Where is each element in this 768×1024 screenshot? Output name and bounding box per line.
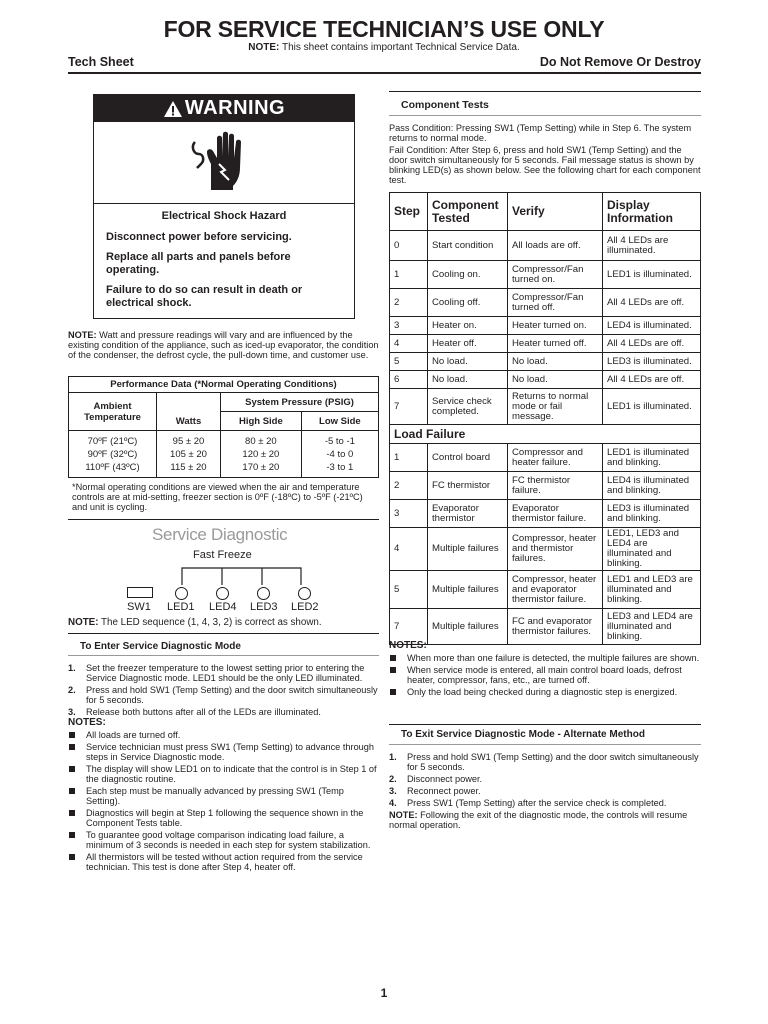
exit-mode-title: To Exit Service Diagnostic Mode - Alternate Method [401,729,645,740]
square-bullet-icon [69,788,75,794]
component-note-3-text: Only the load being checked during a diagnostic step is energized. [407,687,678,697]
ct-cell: LED4 is illuminated and blinking. [603,472,701,500]
header-note [0,42,768,53]
ct-cell: Multiple failures [428,571,508,609]
ct-row [390,353,701,371]
ct-cell: Control board [428,444,508,472]
enter-step-1 [68,663,379,683]
fast-freeze-label: Fast Freeze [193,549,252,561]
ct-cell: LED1 is illuminated. [603,261,701,289]
ct-fail-row [390,500,701,528]
sw1-button-shape [127,587,153,598]
ct-cell: LED4 is illuminated. [603,317,701,335]
ct-header-display: Display Information [603,193,701,231]
page-number: 1 [380,986,388,1000]
square-bullet-icon [390,667,396,673]
ct-row [390,231,701,261]
square-bullet-icon [69,832,75,838]
ct-cell: Compressor, heater and evaporator thermistor failure. [508,571,603,609]
led-note-label: NOTE: [68,617,99,628]
note-watt-text: Watt and pressure readings will vary and are influenced by the existing condition of the appliance, such as iced-up evaporator, the condition of the condenser, the defrost cycle, the pull-down time, and customer use. [68,330,379,360]
component-tests-title: Component Tests [401,99,489,111]
warning-triangle-icon [163,100,183,118]
ct-row [390,261,701,289]
perf-high-0: 80 ± 20 [221,431,302,449]
perf-temp-2: 110ºF (43ºC) [69,461,157,478]
component-note-2-text: When service mode is entered, all main control board loads, defrost heater, compressor, fans, etc., are turned off. [407,665,682,685]
exit-steps [389,752,701,830]
warning-icon-area [94,122,354,204]
exit-note [389,810,701,830]
ct-cell: Returns to normal mode or fail message. [508,389,603,425]
warning-line-3: Failure to do so can result in death or electrical shock. [106,284,303,309]
enter-note-7 [68,852,379,872]
perf-title: Performance Data (*Normal Operating Conditions) [69,377,379,393]
do-not-remove-label: Do Not Remove Or Destroy [539,55,701,69]
ct-header-component: Component Tested [428,193,508,231]
exit-step-3 [389,786,701,796]
enter-note-7-text: All thermistors will be tested without action required from the service technician. This test is done after Step 4, heater off. [86,852,363,872]
component-notes-label: NOTES: [389,640,427,651]
divider-diag [68,519,379,520]
ct-cell: 1 [390,261,428,289]
enter-note-3 [68,764,379,784]
enter-step-2-num: 2. [68,685,76,695]
square-bullet-icon [69,854,75,860]
ct-row [390,335,701,353]
perf-watts-2: 115 ± 20 [157,461,221,478]
perf-high-1: 120 ± 20 [221,448,302,461]
enter-note-4-text: Each step must be manually advanced by pressing SW1 (Temp Setting). [86,786,344,806]
exit-step-4-num: 4. [389,798,397,808]
warning-line-2: Replace all parts and panels before operating. [106,251,291,276]
perf-high-2: 170 ± 20 [221,461,302,478]
perf-footnote: *Normal operating conditions are viewed when the air and temperature controls are at mid-setting, freezer section is 0ºF (-18ºC) to -5ºF (-21ºC) and unit is cycling. [72,482,363,512]
perf-col-pressure: System Pressure (PSIG) [221,393,379,412]
fail-condition: Fail Condition: After Step 6, press and hold SW1 (Temp Setting) and the door switch simultaneously for 5 seconds. Fail message status is shown by blinking LED(s) as shown below. See the following chart for each component test. [389,145,701,185]
ct-cell: All 4 LEDs are off. [603,335,701,353]
square-bullet-icon [69,744,75,750]
exit-step-3-num: 3. [389,786,397,796]
ct-row [390,389,701,425]
pass-condition: Pass Condition: Pressing SW1 (Temp Setting) while in Step 6. The system returns to normal mode. [389,123,692,143]
enter-mode-title: To Enter Service Diagnostic Mode [80,641,241,652]
perf-temp-1: 90ºF (32ºC) [69,448,157,461]
ct-cell: 4 [390,528,428,571]
enter-note-4 [68,786,379,806]
label-led3: LED3 [250,601,278,613]
perf-col-high: High Side [221,412,302,431]
warning-box [93,94,355,319]
perf-col-ambient: Ambient Temperature [69,393,157,431]
header-note-label: NOTE: [248,42,280,53]
ct-cell: No load. [508,371,603,389]
perf-low-2: -3 to 1 [301,461,378,478]
ct-cell: FC thermistor failure. [508,472,603,500]
ct-cell: All 4 LEDs are illuminated. [603,231,701,261]
ct-cell: All 4 LEDs are off. [603,371,701,389]
exit-top-rule [389,724,701,725]
enter-note-2-text: Service technician must press SW1 (Temp Setting) to advance through steps in Service Diagnostic mode. [86,742,375,762]
enter-note-6 [68,830,379,850]
ct-cell: Cooling on. [428,261,508,289]
enter-step-1-num: 1. [68,663,76,673]
led1-indicator [175,587,188,600]
exit-step-1-num: 1. [389,752,397,762]
ct-cell: Compressor/Fan turned off. [508,289,603,317]
perf-watts-1: 105 ± 20 [157,448,221,461]
ct-cell: 6 [390,371,428,389]
ct-cell: Cooling off. [428,289,508,317]
ct-fail-row [390,444,701,472]
exit-step-4 [389,798,701,808]
ct-cell: No load. [428,371,508,389]
perf-col-watts: Watts [157,393,221,431]
square-bullet-icon [69,732,75,738]
ct-cell: 5 [390,353,428,371]
exit-step-2-text: Disconnect power. [407,774,483,784]
ct-cell: FC thermistor [428,472,508,500]
warning-title: WARNING [184,97,286,119]
ct-cell: 4 [390,335,428,353]
enter-bottom-rule [68,655,379,656]
ct-cell: All loads are off. [508,231,603,261]
component-bottom-rule [389,115,701,116]
enter-note-6-text: To guarantee good voltage comparison indicating load failure, a minimum of 3 seconds is needed in each step for system stabilization. [86,830,371,850]
ct-cell: 7 [390,389,428,425]
label-led4: LED4 [209,601,237,613]
enter-note-1 [68,730,379,740]
enter-step-1-text: Set the freezer temperature to the lowest setting prior to entering the Service Diagnostic mode. LED1 should be the only LED illuminated. [86,663,365,683]
perf-low-0: -5 to -1 [301,431,378,449]
led-note-text: The LED sequence (1, 4, 3, 2) is correct as shown. [98,617,322,628]
exit-step-1 [389,752,701,772]
enter-note-5-text: Diagnostics will begin at Step 1 following the sequence shown in the Component Tests table. [86,808,364,828]
led3-indicator [257,587,270,600]
enter-note-2 [68,742,379,762]
ct-cell: Heater turned on. [508,317,603,335]
component-note-2 [389,665,701,685]
perf-col-low: Low Side [301,412,378,431]
ct-cell: LED1 and LED3 are illuminated and blinking. [603,571,701,609]
ct-cell: Heater turned off. [508,335,603,353]
enter-step-2-text: Press and hold SW1 (Temp Setting) and the door switch simultaneously for 5 seconds. [86,685,378,705]
enter-note-5 [68,808,379,828]
ct-cell: LED1, LED3 and LED4 are illuminated and blinking. [603,528,701,571]
exit-step-4-text: Press SW1 (Temp Setting) after the service check is completed. [407,798,667,808]
exit-step-2 [389,774,701,784]
exit-bottom-rule [389,744,701,745]
service-diagnostic-title: Service Diagnostic [152,525,288,544]
exit-step-3-text: Reconnect power. [407,786,481,796]
exit-note-text: Following the exit of the diagnostic mode, the controls will resume normal operation. [389,810,688,830]
led-sequence-note [68,617,322,628]
ct-cell: 2 [390,289,428,317]
component-notes [389,641,701,697]
ct-row [390,317,701,335]
ct-fail-row [390,571,701,609]
square-bullet-icon [390,689,396,695]
led-bracket [170,564,310,586]
component-note-1-text: When more than one failure is detected, the multiple failures are shown. [407,653,700,663]
header-note-text: This sheet contains important Technical Service Data. [279,42,520,53]
exit-step-2-num: 2. [389,774,397,784]
ct-cell: LED3 is illuminated and blinking. [603,500,701,528]
ct-row [390,289,701,317]
ct-cell: LED1 is illuminated and blinking. [603,444,701,472]
ct-cell: Evaporator thermistor [428,500,508,528]
led4-indicator [216,587,229,600]
enter-step-3-num: 3. [68,707,76,717]
ct-cell: LED1 is illuminated. [603,389,701,425]
ct-cell: All 4 LEDs are off. [603,289,701,317]
warning-line-1: Disconnect power before servicing. [106,231,292,243]
ct-cell: Compressor and heater failure. [508,444,603,472]
note-watt-label: NOTE: [68,330,97,340]
square-bullet-icon [69,766,75,772]
enter-top-rule [68,633,379,634]
note-watt [68,330,379,360]
enter-step-3 [68,707,379,717]
component-tests-table [389,192,701,645]
ct-cell: No load. [508,353,603,371]
square-bullet-icon [390,655,396,661]
ct-cell: Multiple failures [428,528,508,571]
square-bullet-icon [69,810,75,816]
page-title: FOR SERVICE TECHNICIAN’S USE ONLY [163,16,605,42]
enter-steps [68,663,379,872]
label-led2: LED2 [291,601,319,613]
warning-header [94,95,354,122]
ct-cell: 2 [390,472,428,500]
perf-watts-0: 95 ± 20 [157,431,221,449]
ct-cell: FC and evaporator thermistor failures. [508,609,603,645]
label-led1: LED1 [167,601,195,613]
ct-header-verify: Verify [508,193,603,231]
tech-sheet-label: Tech Sheet [68,55,134,69]
enter-notes-label: NOTES: [68,717,106,728]
ct-cell: 3 [390,500,428,528]
component-top-rule [389,91,701,92]
ct-fail-row [390,472,701,500]
ct-cell: Evaporator thermistor failure. [508,500,603,528]
component-note-1 [389,653,701,663]
ct-header-step: Step [390,193,428,231]
label-sw1: SW1 [127,601,151,613]
load-failure-heading: Load Failure [390,425,701,444]
ct-cell: Start condition [428,231,508,261]
ct-cell: Service check completed. [428,389,508,425]
ct-cell: Multiple failures [428,609,508,645]
perf-low-1: -4 to 0 [301,448,378,461]
ct-cell: LED3 and LED4 are illuminated and blinking. [603,609,701,645]
ct-cell: 3 [390,317,428,335]
performance-table [68,376,379,478]
enter-step-2 [68,685,379,705]
ct-cell: Heater on. [428,317,508,335]
exit-note-label: NOTE: [389,810,418,820]
ct-fail-row [390,528,701,571]
warning-body [94,204,354,310]
ct-cell: Heater off. [428,335,508,353]
ct-cell: LED3 is illuminated. [603,353,701,371]
electric-shock-hand-icon [189,130,259,196]
ct-cell: Compressor, heater and thermistor failures. [508,528,603,571]
warning-hazard: Electrical Shock Hazard [161,210,287,222]
header-divider [68,72,701,74]
ct-cell: Compressor/Fan turned on. [508,261,603,289]
ct-cell: 5 [390,571,428,609]
ct-cell: 7 [390,609,428,645]
ct-cell: 0 [390,231,428,261]
enter-note-3-text: The display will show LED1 on to indicate that the control is in Step 1 of the diagnostic routine. [86,764,377,784]
enter-note-1-text: All loads are turned off. [86,730,181,740]
exit-step-1-text: Press and hold SW1 (Temp Setting) and the door switch simultaneously for 5 seconds. [407,752,699,772]
component-note-3 [389,687,701,697]
ct-fail-row [390,609,701,645]
enter-step-3-text: Release both buttons after all of the LEDs are illuminated. [86,707,321,717]
ct-cell: 1 [390,444,428,472]
perf-temp-0: 70ºF (21ºC) [69,431,157,449]
ct-cell: No load. [428,353,508,371]
ct-row [390,371,701,389]
led2-indicator [298,587,311,600]
